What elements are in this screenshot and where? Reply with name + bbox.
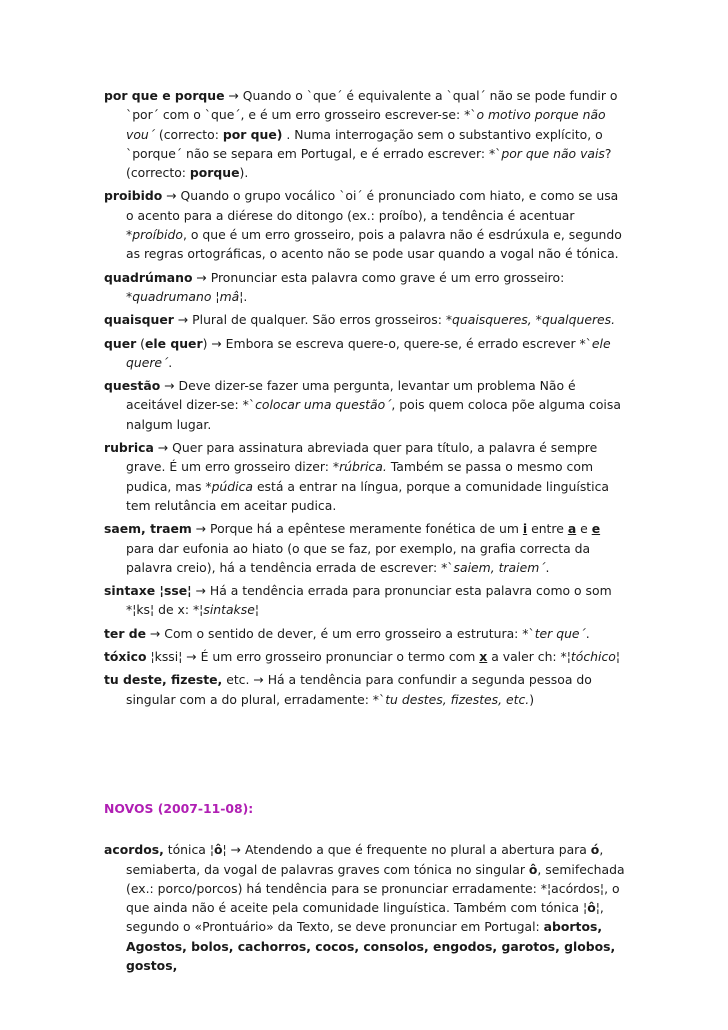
blank-space [104, 713, 628, 799]
entry-example: quadrumano [132, 288, 212, 304]
entry-text: entre [527, 521, 568, 537]
entry-text: (correcto: [154, 126, 223, 142]
entry-text: ¦, segundo o «Prontuário» da Texto, se deve pronunciar em Portugal: [126, 900, 604, 935]
entry-quaisquer [104, 310, 628, 329]
entry-text: → Com o sentido de dever, é um erro grosseiro a estrutura: *` [146, 625, 535, 641]
entry-term: tóxico [104, 649, 147, 665]
entry-example: mâ [219, 288, 240, 304]
entry-text: tónica ¦ [163, 842, 214, 858]
entry-term: sintaxe ¦sse¦ [104, 583, 192, 599]
entry-example: por que não vais [501, 145, 605, 161]
entry-tu-deste [104, 670, 628, 709]
entry-example: proíbido [132, 227, 183, 243]
entry-text: → Deve dizer-se fazer uma pergunta, levantar um problema Não é aceitável dizer-se: *` [126, 378, 576, 413]
entry-proibido [104, 186, 628, 263]
entry-example: sintakse [203, 602, 255, 618]
entry-text: ¦ → Atendendo a que é frequente no plural a abertura para [222, 842, 591, 858]
underlined-letter: a [567, 521, 577, 537]
entry-term: quaisquer [104, 312, 174, 328]
entry-example: saiem, traiem´ [453, 559, 546, 575]
entry-text: a valer ch: *¦ [487, 649, 571, 665]
entry-example: tóchico [570, 649, 616, 665]
entry-text: ¦kssi¦ → É um erro grosseiro pronunciar o termo com [146, 649, 480, 665]
entry-text: , semifechada (ex.: porco/porcos) há tendência para se pronunciar erradamente: *¦acórdos¦, o que ainda não é aceite pela comunidade linguística. Também com tónica ¦ [126, 861, 625, 916]
entry-term: quer [104, 335, 137, 351]
entry-text: , semiaberta, da vogal de palavras graves com tónica no singular [126, 842, 604, 877]
entry-text: , pois quem coloca põe alguma coisa nalgum lugar. [126, 397, 621, 432]
entry-example: quaisqueres, [452, 312, 532, 328]
entry-correct-form: porque [189, 165, 240, 181]
entry-example: tu destes, fizestes, etc. [385, 691, 530, 707]
entry-sintaxe [104, 581, 628, 620]
entry-text: ). [239, 165, 249, 181]
entry-text: ¦ [615, 649, 621, 665]
entry-text: ) → Embora se escreva quere-o, quere-se, é errado escrever *` [202, 335, 592, 351]
entry-text: está a entrar na língua, porque a comunidade linguística tem relutância em aceitar pudica. [126, 478, 609, 513]
entry-quadrumano [104, 268, 628, 307]
entry-quer [104, 334, 628, 373]
entry-text: etc. → Há a tendência para confundir a segunda pessoa do singular com a do plural, erradamente: *` [126, 672, 592, 707]
entry-text: e [576, 521, 592, 537]
entry-example: qualqueres. [541, 312, 616, 328]
entry-text: , o que é um erro grosseiro, pois a palavra não é esdrúxula e, segundo as regras ortográficas, o acento não se pode usar quando a vogal não é tónica. [126, 227, 622, 262]
entry-term: questão [104, 378, 161, 394]
entry-text: ¦ [211, 288, 220, 304]
entry-text: → Pronunciar esta palavra como grave é um erro grosseiro: * [126, 269, 565, 304]
entry-text: . Numa interrogação sem o substantivo explícito, o `porque´ não se separa em Portugal, e é errado escrever: *` [126, 126, 603, 161]
entry-text: → Plural de qualquer. São erros grosseiros: * [173, 312, 453, 328]
entry-term: proibido [104, 188, 163, 204]
entry-emphasis: ô [214, 842, 223, 858]
entry-word-list: abortos, Agostos, bolos, cachorros, cocos, consolos, engodos, garotos, globos, gostos, [126, 919, 616, 973]
entry-text: . [168, 354, 173, 370]
entry-text: → Quando o grupo vocálico `oi´ é pronunciado com hiato, e como se usa o acento para a diérese do ditongo (ex.: proíbo), a tendência é acentuar * [126, 188, 619, 243]
entry-text: → Quando o `que´ é equivalente a `qual´ não se pode fundir o `por´ com o `que´, e é um erro grosseiro escrever-se: *` [126, 88, 618, 123]
entry-questao [104, 376, 628, 434]
document-body [104, 86, 628, 979]
underlined-letter: e [591, 521, 601, 537]
entry-acordos [104, 840, 628, 975]
section-heading: NOVOS (2007-11-08): [104, 800, 254, 816]
entry-term: ter de [104, 625, 147, 641]
entry-term: rubrica [104, 440, 154, 456]
entry-example: ter que´ [534, 625, 586, 641]
entry-text: ( [136, 335, 145, 351]
entry-text: → Quer para assinatura abreviada quer para título, a palavra é sempre grave. É um erro grosseiro dizer: * [126, 440, 598, 475]
entry-text: para dar eufonia ao hiato (o que se faz, por exemplo, na grafia correcta da palavra creio), há a tendência errada de escrever: *` [126, 540, 591, 575]
entry-text: . [585, 625, 590, 641]
entry-term: saem, traem [104, 521, 192, 537]
entry-text: ¦. [239, 288, 248, 304]
entry-text: * [531, 312, 542, 328]
underlined-letter: x [479, 649, 488, 665]
entry-por-que-e-porque [104, 86, 628, 182]
entry-correct-form: por que) [222, 126, 283, 142]
entry-term: tu deste, fizeste, [104, 672, 223, 688]
entry-emphasis: ô [528, 861, 538, 877]
underlined-letter: i [522, 521, 528, 537]
entry-example: púdica [211, 478, 253, 494]
entry-ter-de [104, 624, 628, 643]
entry-example: colocar uma questão´ [255, 397, 392, 413]
entry-example: ele quere´ [126, 335, 611, 370]
entry-text: → Porque há a epêntese meramente fonética de um [191, 521, 523, 537]
entry-text: . [545, 559, 550, 575]
entry-term: por que e porque [104, 88, 225, 103]
entry-emphasis: ô [587, 900, 596, 916]
entry-example: o motivo porque não vou´ [126, 107, 606, 142]
entry-rubrica [104, 438, 628, 515]
entry-text: ? (correcto: [126, 145, 612, 181]
entry-toxico [104, 647, 628, 666]
entry-example: rúbrica. [339, 459, 387, 475]
entry-text: → Há a tendência errada para pronunciar esta palavra como o som *¦ks¦ de x: *¦ [126, 583, 612, 618]
entry-text: ) [529, 691, 535, 707]
entry-term: acordos, [104, 842, 164, 858]
entry-term: quadrúmano [104, 269, 193, 285]
entry-text: ¦ [254, 602, 260, 618]
entry-correct-form: ele quer [145, 335, 203, 351]
entry-emphasis: ó [590, 842, 600, 858]
entry-text: Também se passa o mesmo com pudica, mas * [126, 459, 594, 494]
entry-saem-traem [104, 519, 628, 577]
